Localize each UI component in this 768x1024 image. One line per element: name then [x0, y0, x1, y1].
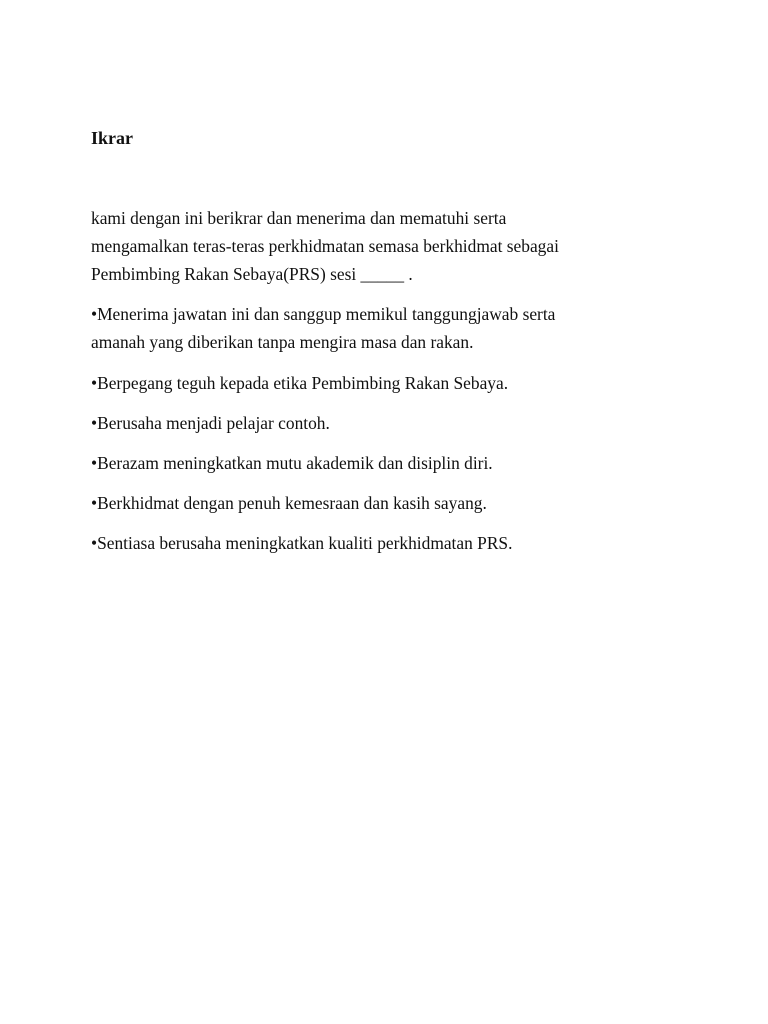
pledge-line: amanah yang diberikan tanpa mengira masa dan rakan.	[91, 332, 474, 352]
pledge-item: •Berazam meningkatkan mutu akademik dan disiplin diri.	[91, 453, 493, 473]
intro-line: Pembimbing Rakan Sebaya(PRS) sesi _____ .	[91, 264, 413, 284]
intro-paragraph	[91, 204, 691, 288]
intro-line: kami dengan ini berikrar dan menerima dan mematuhi serta	[91, 208, 507, 228]
pledge-item: •Berusaha menjadi pelajar contoh.	[91, 413, 330, 433]
pledge-item: •Berkhidmat dengan penuh kemesraan dan kasih sayang.	[91, 493, 487, 513]
document-title: Ikrar	[91, 128, 133, 148]
pledge-item: •Berpegang teguh kepada etika Pembimbing Rakan Sebaya.	[91, 373, 509, 393]
pledge-item	[91, 300, 555, 356]
pledge-line: •Menerima jawatan ini dan sanggup memikul tanggungjawab serta	[91, 304, 556, 324]
intro-line: mengamalkan teras-teras perkhidmatan semasa berkhidmat sebagai	[91, 236, 559, 256]
pledge-item: •Sentiasa berusaha meningkatkan kualiti perkhidmatan PRS.	[91, 533, 513, 553]
